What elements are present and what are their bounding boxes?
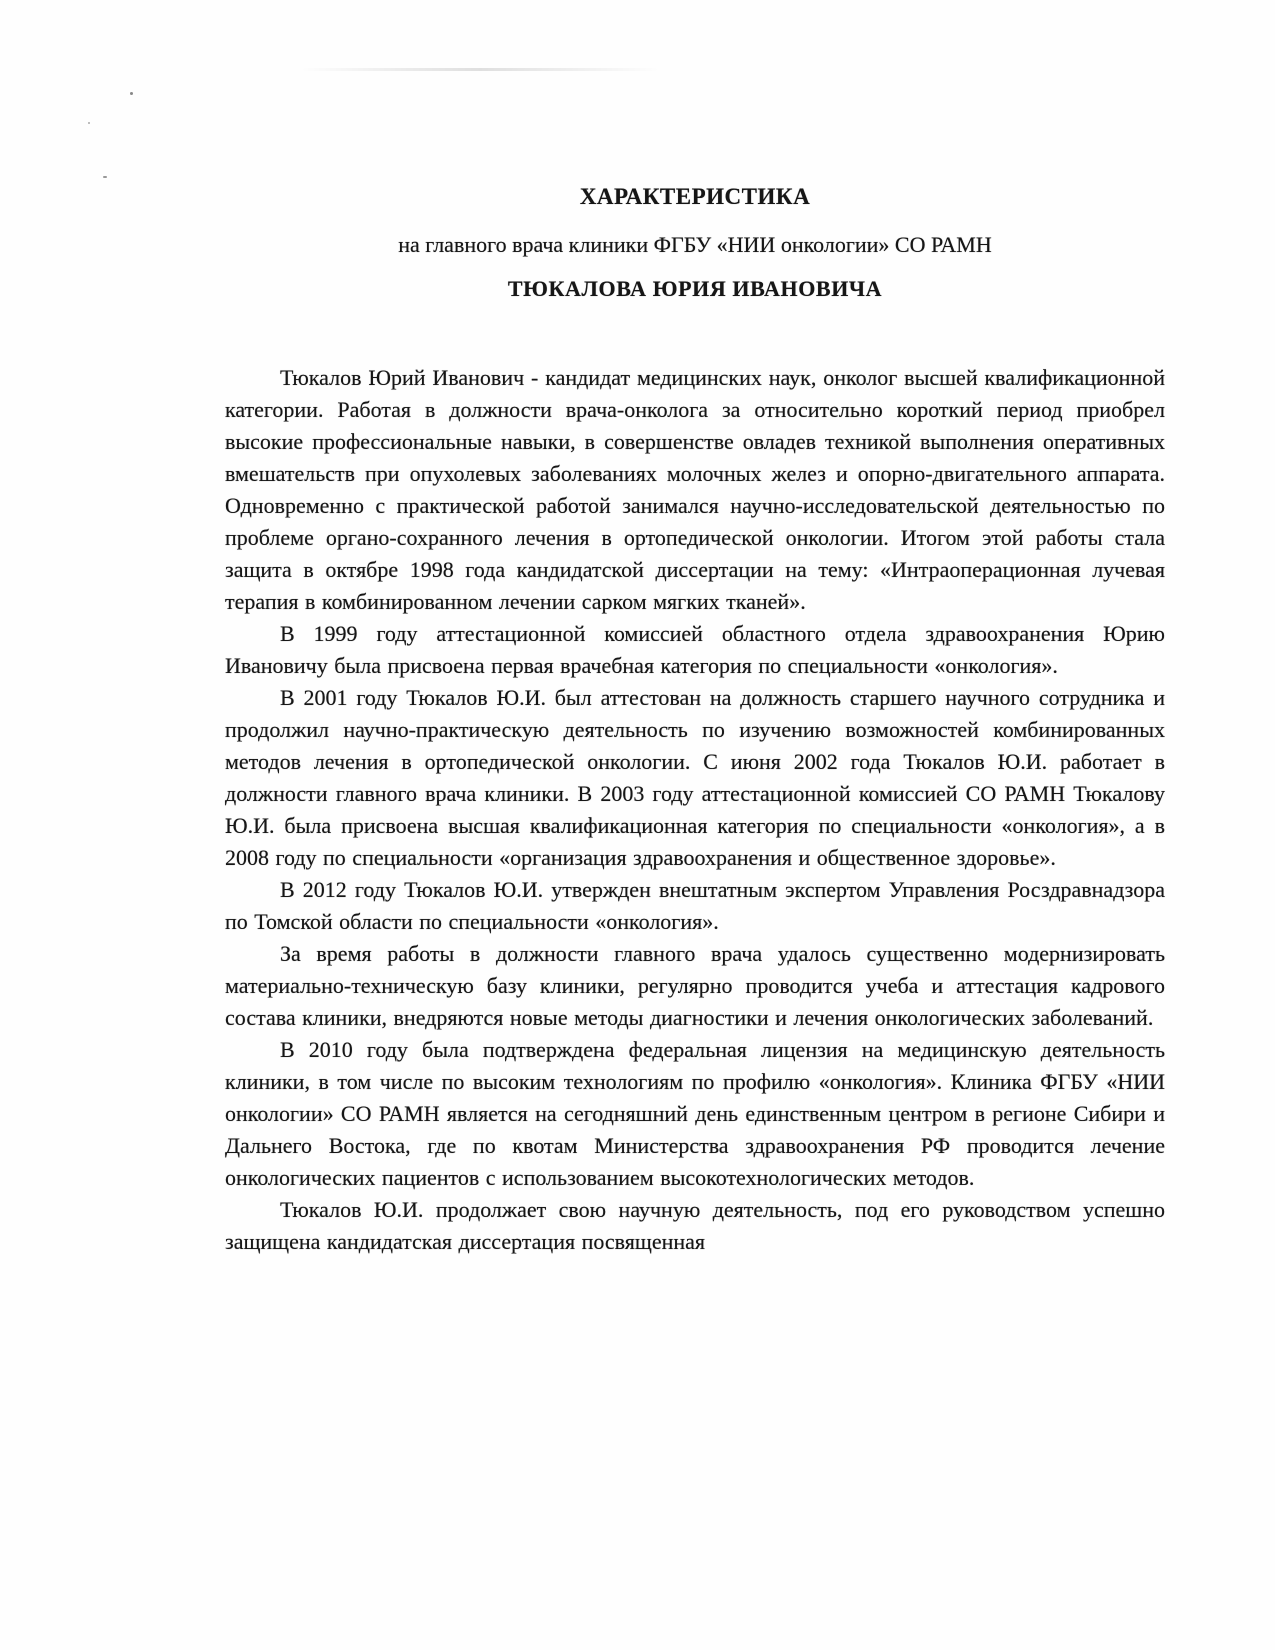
paragraph: В 1999 году аттестационной комиссией областного отдела здравоохранения Юрию Ивановичу была присвоена первая врачебная категория по специальности «онкология». [225,621,1165,678]
paragraph: Тюкалов Юрий Иванович - кандидат медицинских наук, онколог высшей квалификационной категории. Работая в должности врача-онколога за относительно короткий период приобрел высокие профессиональные навыки, в совершенстве овладев техникой выполнения оперативных вмешательств при опухолевых заболеваниях молочных желез и опорно-двигательного аппарата. Одновременно с практической работой занимался научно-исследовательской деятельностью по проблеме органо-сохранного лечения в ортопедической онкологии. Итогом этой работы стала защита в октябре 1998 года кандидатской диссертации на тему: «Интраоперационная лучевая терапия в комбинированном лечении сарком мягких тканей». [225,365,1165,614]
document-addressee-name: ТЮКАЛОВА ЮРИЯ ИВАНОВИЧА [507,276,883,301]
paragraph: Тюкалов Ю.И. продолжает свою научную деятельность, под его руководством успешно защищена кандидатская диссертация посвященная [225,1197,1165,1254]
paragraph: В 2001 году Тюкалов Ю.И. был аттестован на должность старшего научного сотрудника и продолжил научно-практическую деятельность по изучению возможностей комбинированных методов лечения в ортопедической онкологии. С июня 2002 года Тюкалов Ю.И. работает в должности главного врача клиники. В 2003 году аттестационной комиссией СО РАМН Тюкалову Ю.И. была присвоена высшая квалификационная категория по специальности «онкология», а в 2008 году по специальности «организация здравоохранения и общественное здоровье». [225,685,1165,870]
paragraph: В 2012 году Тюкалов Ю.И. утвержден внештатным экспертом Управления Росздравнадзора по Томской области по специальности «онкология». [225,877,1165,934]
scan-smudge [300,68,660,71]
document-title: ХАРАКТЕРИСТИКА [579,184,811,209]
document-header [225,185,1165,300]
paragraph: За время работы в должности главного врача удалось существенно модернизировать материально-техническую базу клиники, регулярно проводится учеба и аттестация кадрового состава клиники, внедряются новые методы диагностики и лечения онкологических заболеваний. [225,941,1165,1030]
paragraph: В 2010 году была подтверждена федеральная лицензия на медицинскую деятельность клиники, в том числе по высоким технологиям по профилю «онкология». Клиника ФГБУ «НИИ онкологии» СО РАМН является на сегодняшний день единственным центром в регионе Сибири и Дальнего Востока, где по квотам Министерства здравоохранения РФ проводится лечение онкологических пациентов с использованием высокотехнологических методов. [225,1037,1165,1190]
scan-artifact [130,92,133,95]
document-body [225,362,1165,1258]
scan-artifact [88,122,90,124]
scan-artifact [103,176,107,178]
document-subtitle: на главного врача клиники ФГБУ «НИИ онкологии» СО РАМН [398,232,992,257]
